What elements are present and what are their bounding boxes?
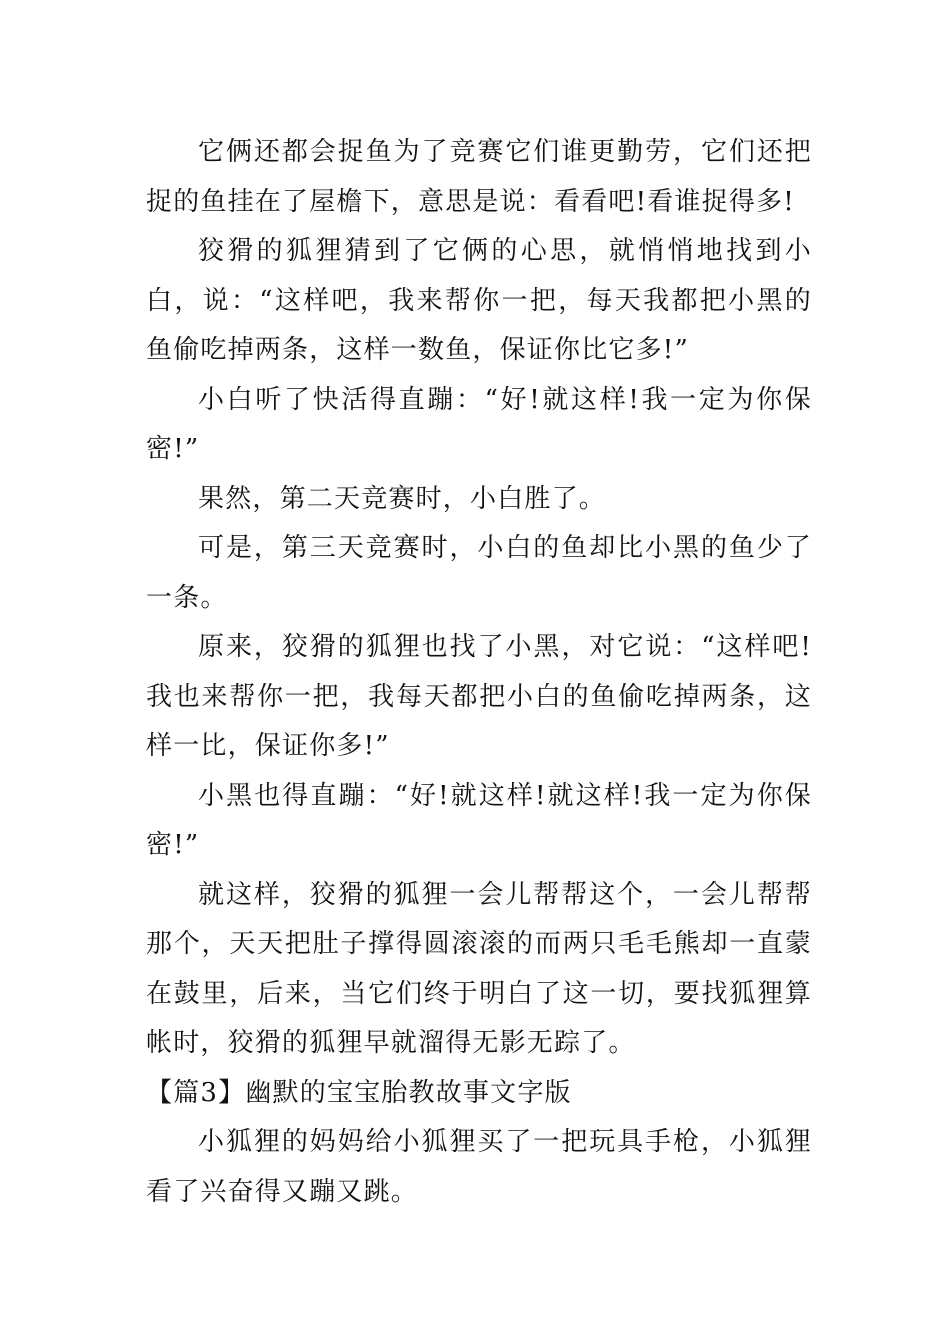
paragraph-5: 可是，第三天竞赛时，小白的鱼却比小黑的鱼少了一条。 [146,533,812,613]
document-body [146,128,812,1217]
paragraph-6: 原来，狡猾的狐狸也找了小黑，对它说：“这样吧!我也来帮你一把，我每天都把小白的鱼偷吃掉两条，这样一比，保证你多!” [146,632,812,761]
section-heading: 【篇3】幽默的宝宝胎教故事文字版 [146,1077,572,1108]
paragraph-8: 就这样，狡猾的狐狸一会儿帮帮这个，一会儿帮帮那个，天天把肚子撑得圆滚滚的而两只毛毛熊却一直蒙在鼓里，后来，当它们终于明白了这一切，要找狐狸算帐时，狡猾的狐狸早就溜得无影无踪了。 [146,879,812,1058]
paragraph-1: 它俩还都会捉鱼为了竞赛它们谁更勤劳，它们还把捉的鱼挂在了屋檐下，意思是说：看看吧!看谁捉得多! [146,137,812,217]
paragraph-9: 小狐狸的妈妈给小狐狸买了一把玩具手枪，小狐狸看了兴奋得又蹦又跳。 [146,1127,812,1207]
paragraph-7: 小黑也得直蹦：“好!就这样!就这样!我一定为你保密!” [146,780,812,860]
paragraph-3: 小白听了快活得直蹦：“好!就这样!我一定为你保密!” [146,384,812,464]
paragraph-4: 果然，第二天竞赛时，小白胜了。 [198,483,607,514]
paragraph-2: 狡猾的狐狸猜到了它俩的心思，就悄悄地找到小白，说：“这样吧，我来帮你一把，每天我都把小黑的鱼偷吃掉两条，这样一数鱼，保证你比它多!” [146,236,812,365]
